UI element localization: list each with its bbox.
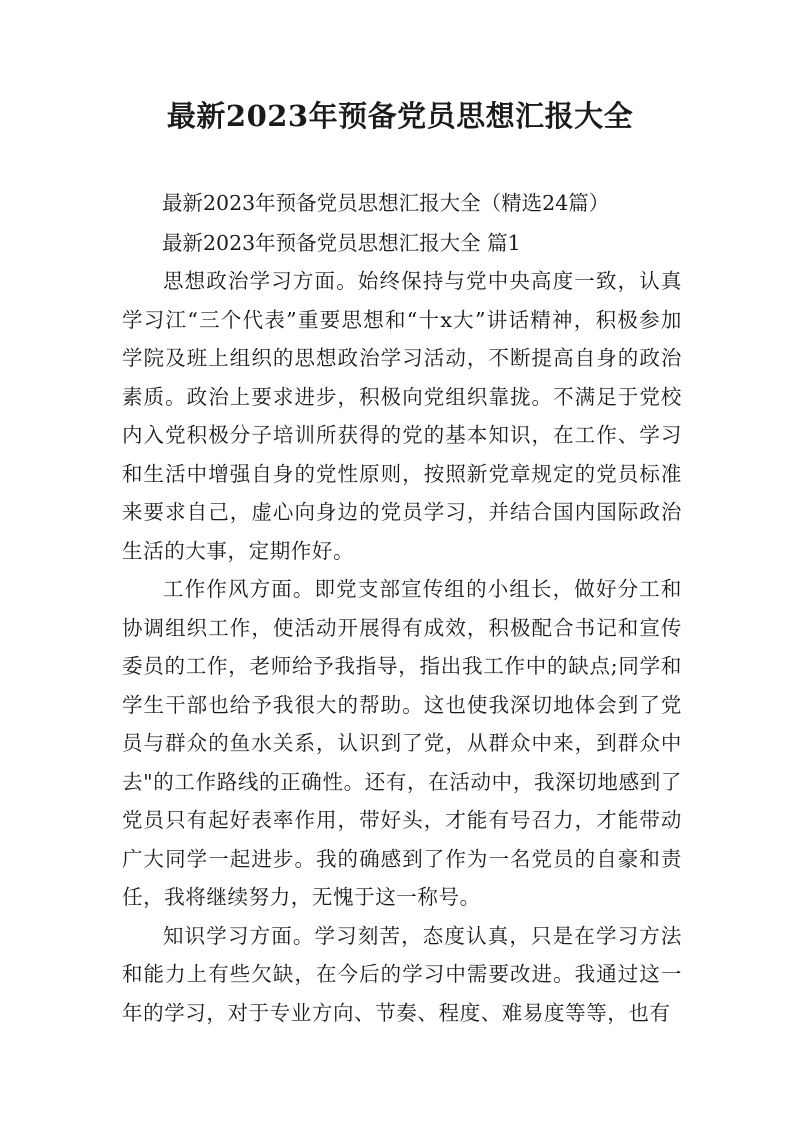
document-body [122,262,682,1032]
document-subtitle: 最新2023年预备党员思想汇报大全（精选24篇） [162,191,610,215]
section-heading: 最新2023年预备党员思想汇报大全 篇1 [162,231,521,255]
paragraph-work-style: 工作作风方面。即党支部宣传组的小组长，做好分工和协调组织工作，使活动开展得有成效，积极配合书记和宣传委员的工作，老师给予我指导，指出我工作中的缺点;同学和学生干部也给予我很大的帮助。这也使我深切地体会到了党员与群众的鱼水关系，认识到了党，从群众中来，到群众中去"的工作路线的正确性。还有，在活动中，我深切地感到了党员只有起好表率作用，带好头，才能有号召力，才能带动广大同学一起进步。我的确感到了作为一名党员的自豪和责任，我将继续努力，无愧于这一称号。 [122,577,682,909]
paragraph-knowledge-study: 知识学习方面。学习刻苦，态度认真，只是在学习方法和能力上有些欠缺，在今后的学习中需要改进。我通过这一年的学习，对于专业方向、节奏、程度、难易度等等，也有 [122,923,682,1025]
document-title: 最新2023年预备党员思想汇报大全 [166,99,634,133]
paragraph-political-study: 思想政治学习方面。始终保持与党中央高度一致，认真学习江“三个代表”重要思想和“十x大”讲话精神，积极参加学院及班上组织的思想政治学习活动，不断提高自身的政治素质。政治上要求进步，积极向党组织靠拢。不满足于党校内入党积极分子培训所获得的党的基本知识，在工作、学习和生活中增强自身的党性原则，按照新党章规定的党员标准来要求自己，虚心向身边的党员学习，并结合国内国际政治生活的大事，定期作好。 [122,269,682,563]
